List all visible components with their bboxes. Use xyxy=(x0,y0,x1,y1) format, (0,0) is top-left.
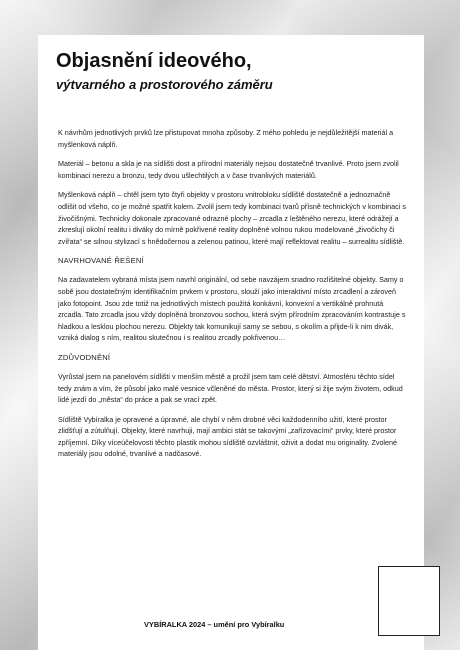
page-title: Objasnění ideového, xyxy=(56,50,252,72)
image-placeholder-frame xyxy=(378,566,440,636)
document-body xyxy=(58,127,406,468)
section-heading-solution: NAVRHOVANÉ ŘEŠENÍ xyxy=(58,256,144,266)
intro-paragraph: Materiál – betonu a skla je na sídlišti dost a přírodní materiály nejsou dostatečně trvanlivé. Proto jsem zvolil kombinaci nerezu a bronzu, tedy dvou ušlechtilých a v čase trvanlivých materiálů. xyxy=(58,159,399,180)
section-heading-justification: ZDŮVODNĚNÍ xyxy=(58,352,111,362)
footer-text: VYBÍRALKA 2024 – umění pro Vybíralku xyxy=(144,620,285,629)
justification-paragraph: Vyrůstal jsem na panelovém sídlišti v menším městě a prožil jsem tam celé dětství. Atmosféru těchto sídel tedy znám a vím, že působí jako malé vesnice včleněné do města. Prostor, který si žije svým životem, odkud lidé jezdí do „města“ do práce a pak se vrací zpět. xyxy=(58,371,403,405)
justification-paragraph: Sídliště Vybíralka je opravené a úpravné, ale chybí v něm drobné věci každodenního užití, které prostor zlidšťují a zútulňují. Objekty, které navrhuji, mají ambici stát se takovými „zařízovacími“ prvky, které prostor zpříjemní. Díky víceúčelovosti těchto plastik mohou sídliště ozvláštnit, oživit a dodat mu originality. Zvolené materiály jsou odolné, trvanlivé a nadčasové. xyxy=(58,414,398,459)
document-page xyxy=(38,35,424,650)
solution-paragraph: Na zadavatelem vybraná místa jsem navrhl originální, od sebe navzájem snadno rozlišitelné objekty. Samy o sobě jsou dostatečným identifikačním prvkem v prostoru, slouží jako interaktivní místo zrcadlení a zároveň jako fotopoint. Jsou zde totiž na jednotlivých místech použitá konkávní, konvexní a vertikálně prohnutá zrcadla. Tato zrcadla jsou vždy doplněná bronzovou sochou, která svým přírodním zpracováním kontrastuje s hladkou a lesklou plochou nerezu. Objekty tak komunikují samy se sebou, s okolím a přijde-li k nim divák, vzniká dialog s ním, realitou skutečnou i s realitou zrcadly pokřivenou… xyxy=(58,275,406,343)
page-subtitle: výtvarného a prostorového záměru xyxy=(56,77,273,92)
intro-paragraph: K návrhům jednotlivých prvků lze přistupovat mnoha způsoby. Z mého pohledu je nejdůležitější materiál a myšlenková náplň. xyxy=(58,128,394,149)
intro-paragraph: Myšlenková náplň – chtěl jsem tyto čtyři objekty v prostoru vnitrobloku sídliště dostatečně a jednoznačně odlišit od všeho, co je možné spatřit kolem. Zvolil jsem tedy kombinaci tvarů přísně technických v kombinaci s živočišnými. Technicky dokonale zpracované odrazné plochy – zrcadla z leštěného nerezu, které odrážejí a zkreslují okolní realitu i diváky do mírně pokřivené reality doplněné volnou rukou modelované „živočichy či zvířata“ se silnou stylizací s hnědočernou a zelenou patinou, které mají reflektovat realitu – surrealitu sídliště. xyxy=(58,190,406,246)
